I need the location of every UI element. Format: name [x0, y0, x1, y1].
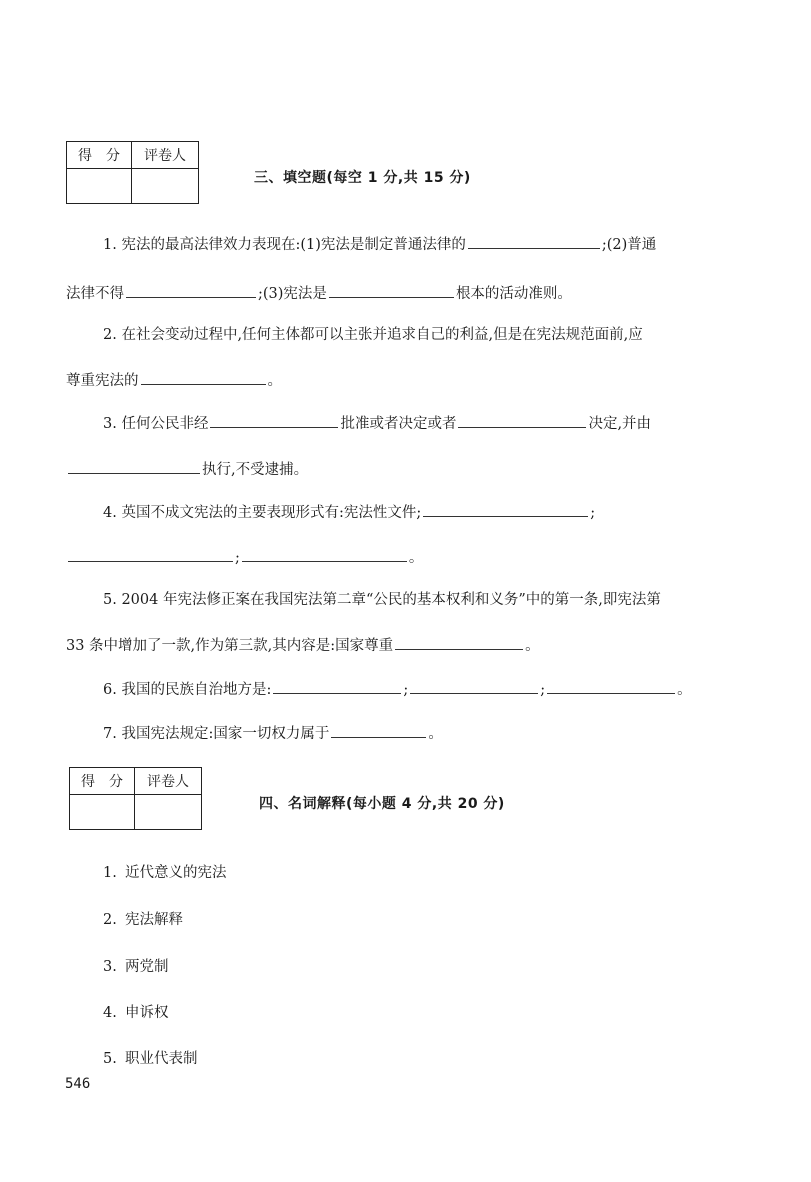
page-number: 546 [65, 1076, 91, 1092]
grader-cell[interactable] [132, 169, 199, 204]
term-item-4: 4. 申诉权 [103, 1005, 169, 1021]
q3-blank-1[interactable] [210, 413, 338, 428]
section-title-terms: 四、名词解释(每小题 4 分,共 20 分) [259, 796, 505, 812]
q5-blank-1[interactable] [395, 635, 523, 650]
section-title-fill-in: 三、填空题(每空 1 分,共 15 分) [254, 170, 471, 186]
score-box-section4 [69, 767, 202, 830]
grader-cell[interactable] [135, 795, 202, 830]
q3-blank-3[interactable] [68, 459, 200, 474]
q7-line: 7. 我国宪法规定:国家一切权力属于 。 [103, 723, 443, 744]
q2-blank-1[interactable] [141, 370, 266, 385]
q4-blank-1[interactable] [423, 502, 588, 517]
grader-header: 评卷人 [132, 142, 199, 169]
q3-line1: 3. 任何公民非经 批准或者决定或者 决定,并由 [103, 413, 651, 434]
term-item-2: 2. 宪法解释 [103, 912, 183, 928]
score-header: 得 分 [67, 142, 132, 169]
q4-blank-2[interactable] [68, 547, 233, 562]
q4-line2: ; 。 [66, 547, 423, 568]
score-cell[interactable] [70, 795, 135, 830]
q2-line1: 2. 在社会变动过程中,任何主体都可以主张并追求自己的利益,但是在宪法规范面前,应 [103, 327, 643, 343]
q6-line: 6. 我国的民族自治地方是: ; ; 。 [103, 679, 692, 700]
q4-blank-3[interactable] [242, 547, 407, 562]
q1-blank-3[interactable] [329, 283, 454, 298]
q1-line1: 1. 宪法的最高法律效力表现在:(1)宪法是制定普通法律的 ;(2)普通 [103, 234, 656, 255]
score-cell[interactable] [67, 169, 132, 204]
q3-line2: 执行,不受逮捕。 [66, 459, 308, 480]
q6-blank-3[interactable] [547, 679, 675, 694]
term-item-1: 1. 近代意义的宪法 [103, 865, 227, 881]
q3-blank-2[interactable] [458, 413, 586, 428]
q1-line2: 法律不得 ;(3)宪法是 根本的活动准则。 [66, 283, 572, 304]
q1-blank-1[interactable] [468, 234, 600, 249]
q1-blank-2[interactable] [126, 283, 256, 298]
score-header: 得 分 [70, 768, 135, 795]
q5-line1: 5. 2004 年宪法修正案在我国宪法第二章“公民的基本权利和义务”中的第一条,即宪法第 [103, 592, 661, 608]
term-item-3: 3. 两党制 [103, 959, 169, 975]
score-box-section3 [66, 141, 199, 204]
q6-blank-2[interactable] [410, 679, 538, 694]
term-item-5: 5. 职业代表制 [103, 1051, 198, 1067]
q7-blank-1[interactable] [331, 723, 426, 738]
q4-line1: 4. 英国不成文宪法的主要表现形式有:宪法性文件; ; [103, 502, 595, 523]
q5-line2: 33 条中增加了一款,作为第三款,其内容是:国家尊重 。 [66, 635, 540, 656]
q2-line2: 尊重宪法的 。 [66, 370, 282, 391]
grader-header: 评卷人 [135, 768, 202, 795]
q6-blank-1[interactable] [273, 679, 401, 694]
